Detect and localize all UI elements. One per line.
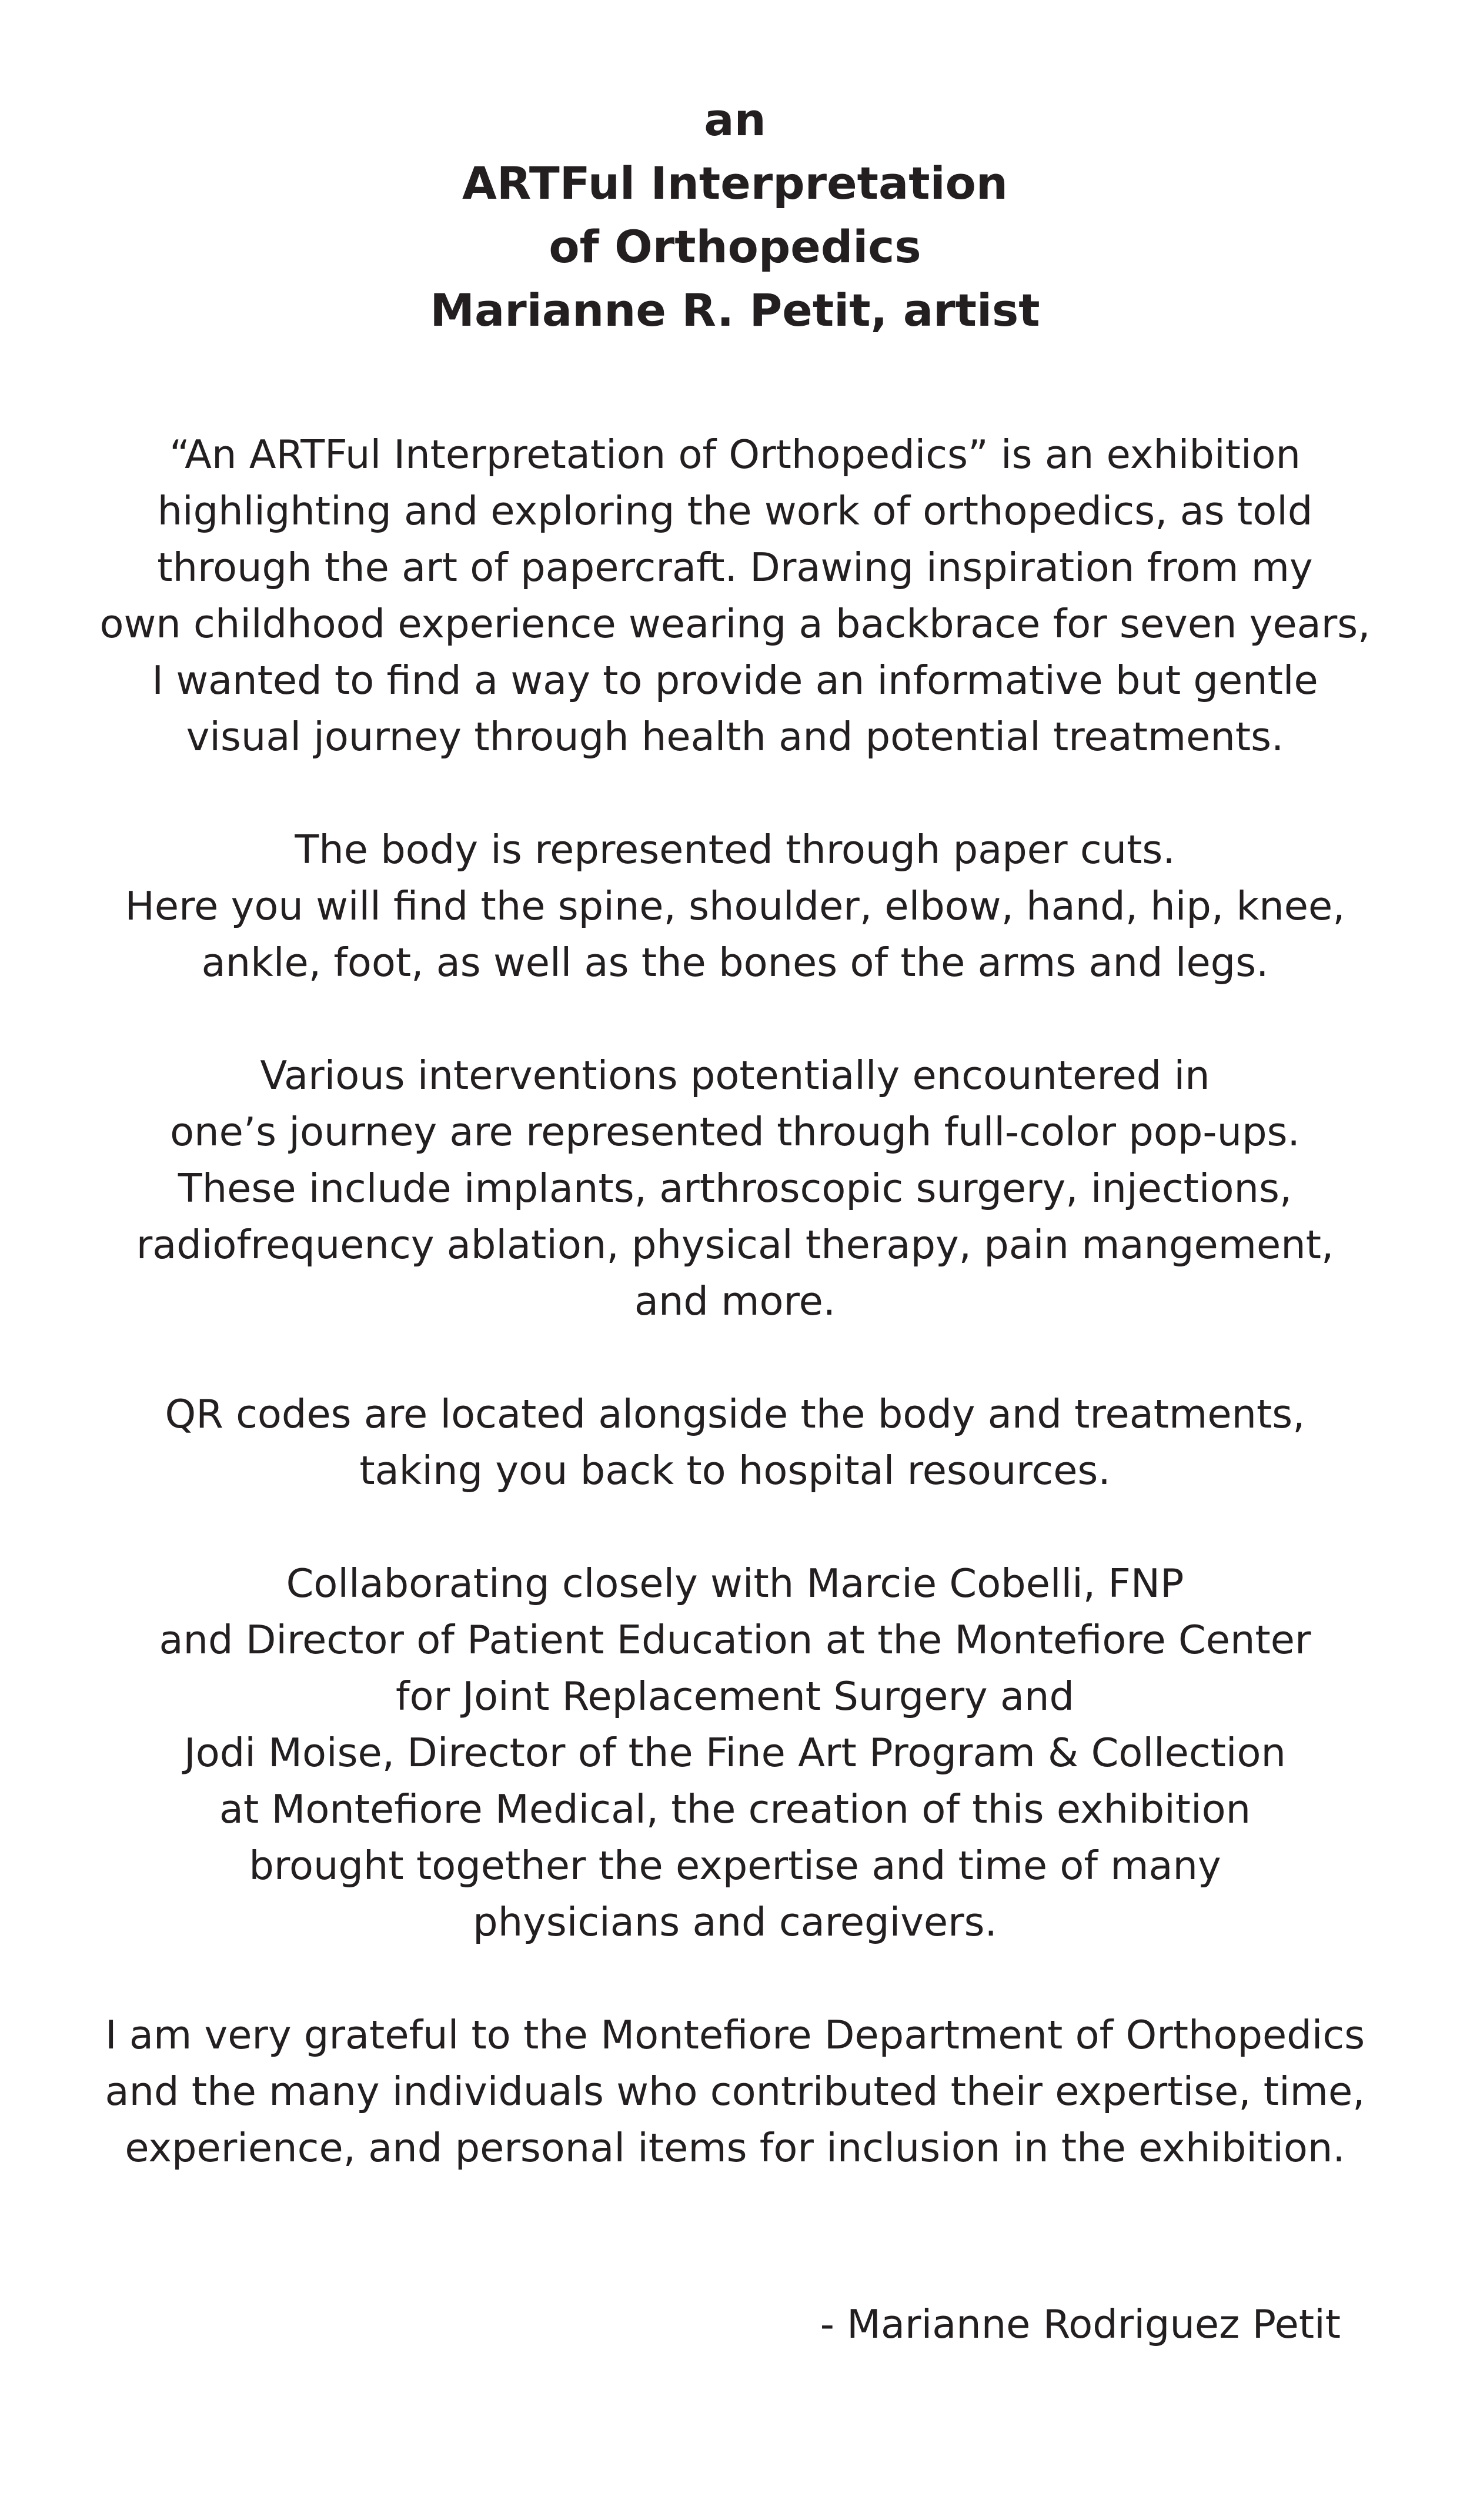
paragraph-line: I wanted to find a way to provide an informative but gentle (152, 657, 1318, 703)
title-line-an: an (704, 93, 766, 146)
paragraph-line: experience, and personal items for inclusion in the exhibition. (125, 2125, 1345, 2171)
paragraph-line: ankle, foot, as well as the bones of the arms and legs. (201, 940, 1269, 985)
title-line-of-orthopedics: of Orthopedics (549, 220, 921, 273)
paragraph-line: taking you back to hospital resources. (359, 1448, 1111, 1493)
paragraph-line: The body is represented through paper cuts. (295, 827, 1175, 873)
paragraph-line: through the art of papercraft. Drawing inspiration from my (157, 544, 1313, 590)
paragraph-intro (0, 426, 1470, 765)
paragraph-line: Here you will find the spine, shoulder, elbow, hand, hip, knee, (125, 883, 1345, 929)
paragraph-line: I am very grateful to the Montefiore Department of Orthopedics (105, 2012, 1365, 2058)
title-line-artful-interpretation: ARTFul Interpretation (462, 157, 1008, 209)
paragraph-interventions (0, 1047, 1470, 1329)
paragraph-line: These include implants, arthroscopic surgery, injections, (178, 1165, 1292, 1211)
paragraph-line: brought together the expertise and time of many (249, 1843, 1221, 1889)
paragraph-gratitude (0, 2007, 1470, 2176)
artist-signature: - Marianne Rodriguez Petit (820, 2301, 1341, 2347)
paragraph-line: Various interventions potentially encountered in (260, 1052, 1210, 1098)
statement-body (0, 426, 1470, 2232)
paragraph-line: and more. (634, 1278, 836, 1324)
paragraph-line: one’s journey are represented through full-color pop-ups. (170, 1109, 1300, 1155)
paragraph-qr-codes (0, 1386, 1470, 1499)
paragraph-line: radiofrequency ablation, physical therapy, pain mangement, (136, 1222, 1334, 1268)
paragraph-body-paper-cuts (0, 821, 1470, 991)
title-block (0, 88, 1470, 342)
paragraph-line: own childhood experience wearing a backbrace for seven years, (99, 601, 1371, 647)
title-line-artist: Marianne R. Petit, artist (430, 284, 1040, 336)
paragraph-line: Jodi Moise, Director of the Fine Art Program & Collection (183, 1730, 1287, 1776)
paragraph-line: physicians and caregivers. (473, 1899, 997, 1945)
paragraph-line: visual journey through health and potential treatments. (186, 714, 1284, 760)
paragraph-line: “An ARTFul Interpretation of Orthopedics” is an exhibition (169, 432, 1301, 477)
paragraph-line: at Montefiore Medical, the creation of this exhibition (219, 1786, 1251, 1832)
paragraph-line: and Director of Patient Education at the Montefiore Center (159, 1617, 1311, 1663)
paragraph-line: and the many individuals who contributed their expertise, time, (105, 2068, 1365, 2114)
paragraph-line: for Joint Replacement Surgery and (395, 1673, 1075, 1719)
paragraph-line: Collaborating closely with Marcie Cobelli, FNP (286, 1560, 1184, 1606)
paragraph-collaboration (0, 1555, 1470, 1950)
paragraph-line: QR codes are located alongside the body and treatments, (165, 1391, 1305, 1437)
paragraph-line: highlighting and exploring the work of orthopedics, as told (157, 488, 1313, 534)
